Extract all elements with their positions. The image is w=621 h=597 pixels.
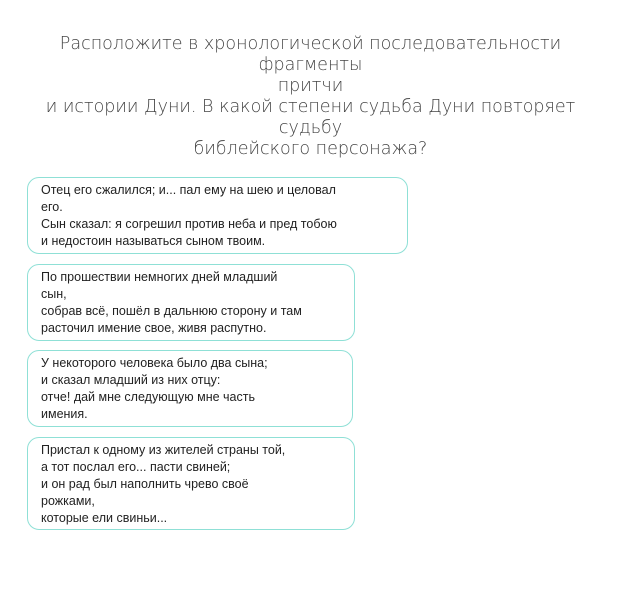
fragment-line: имения. bbox=[41, 407, 88, 421]
fragment-line: Пристал к одному из жителей страны той, bbox=[41, 443, 286, 457]
question-text bbox=[20, 34, 601, 160]
fragment-line: По прошествии немногих дней младший bbox=[41, 270, 278, 284]
fragment-line: его. bbox=[41, 200, 63, 214]
fragment-line: собрав всё, пошёл в дальнюю сторону и там bbox=[41, 304, 302, 318]
fragment-line: и он рад был наполнить чрево своё bbox=[41, 477, 249, 491]
fragment-line: расточил имение свое, живя распутно. bbox=[41, 321, 267, 335]
fragment-line: а тот послал его... пасти свиней; bbox=[41, 460, 231, 474]
question-line: и истории Дуни. В какой степени судьба Дуни повторяет судьбу bbox=[45, 97, 576, 138]
fragment-line: отче! дай мне следующую мне часть bbox=[41, 390, 255, 404]
fragment-line: рожками, bbox=[41, 494, 95, 508]
fragment-line: и недостоин называться сыном твоим. bbox=[41, 234, 266, 248]
fragment-line: Сын сказал: я согрешил против неба и пред тобою bbox=[41, 217, 337, 231]
draggable-fragment-card[interactable] bbox=[27, 437, 355, 530]
fragment-line: и сказал младший из них отцу: bbox=[41, 373, 221, 387]
draggable-fragment-card[interactable] bbox=[27, 350, 353, 427]
fragment-line: сын, bbox=[41, 287, 67, 301]
question-line: библейского персонажа? bbox=[193, 139, 428, 159]
question-line: Расположите в хронологической последовательности фрагменты bbox=[59, 34, 562, 75]
draggable-fragment-card[interactable] bbox=[27, 264, 355, 341]
draggable-fragment-card[interactable] bbox=[27, 177, 408, 254]
fragment-line: Отец его сжалился; и... пал ему на шею и целовал bbox=[41, 183, 336, 197]
fragment-line: которые ели свиньи... bbox=[41, 511, 168, 525]
fragment-line: У некоторого человека было два сына; bbox=[41, 356, 268, 370]
question-line: притчи bbox=[277, 76, 344, 96]
